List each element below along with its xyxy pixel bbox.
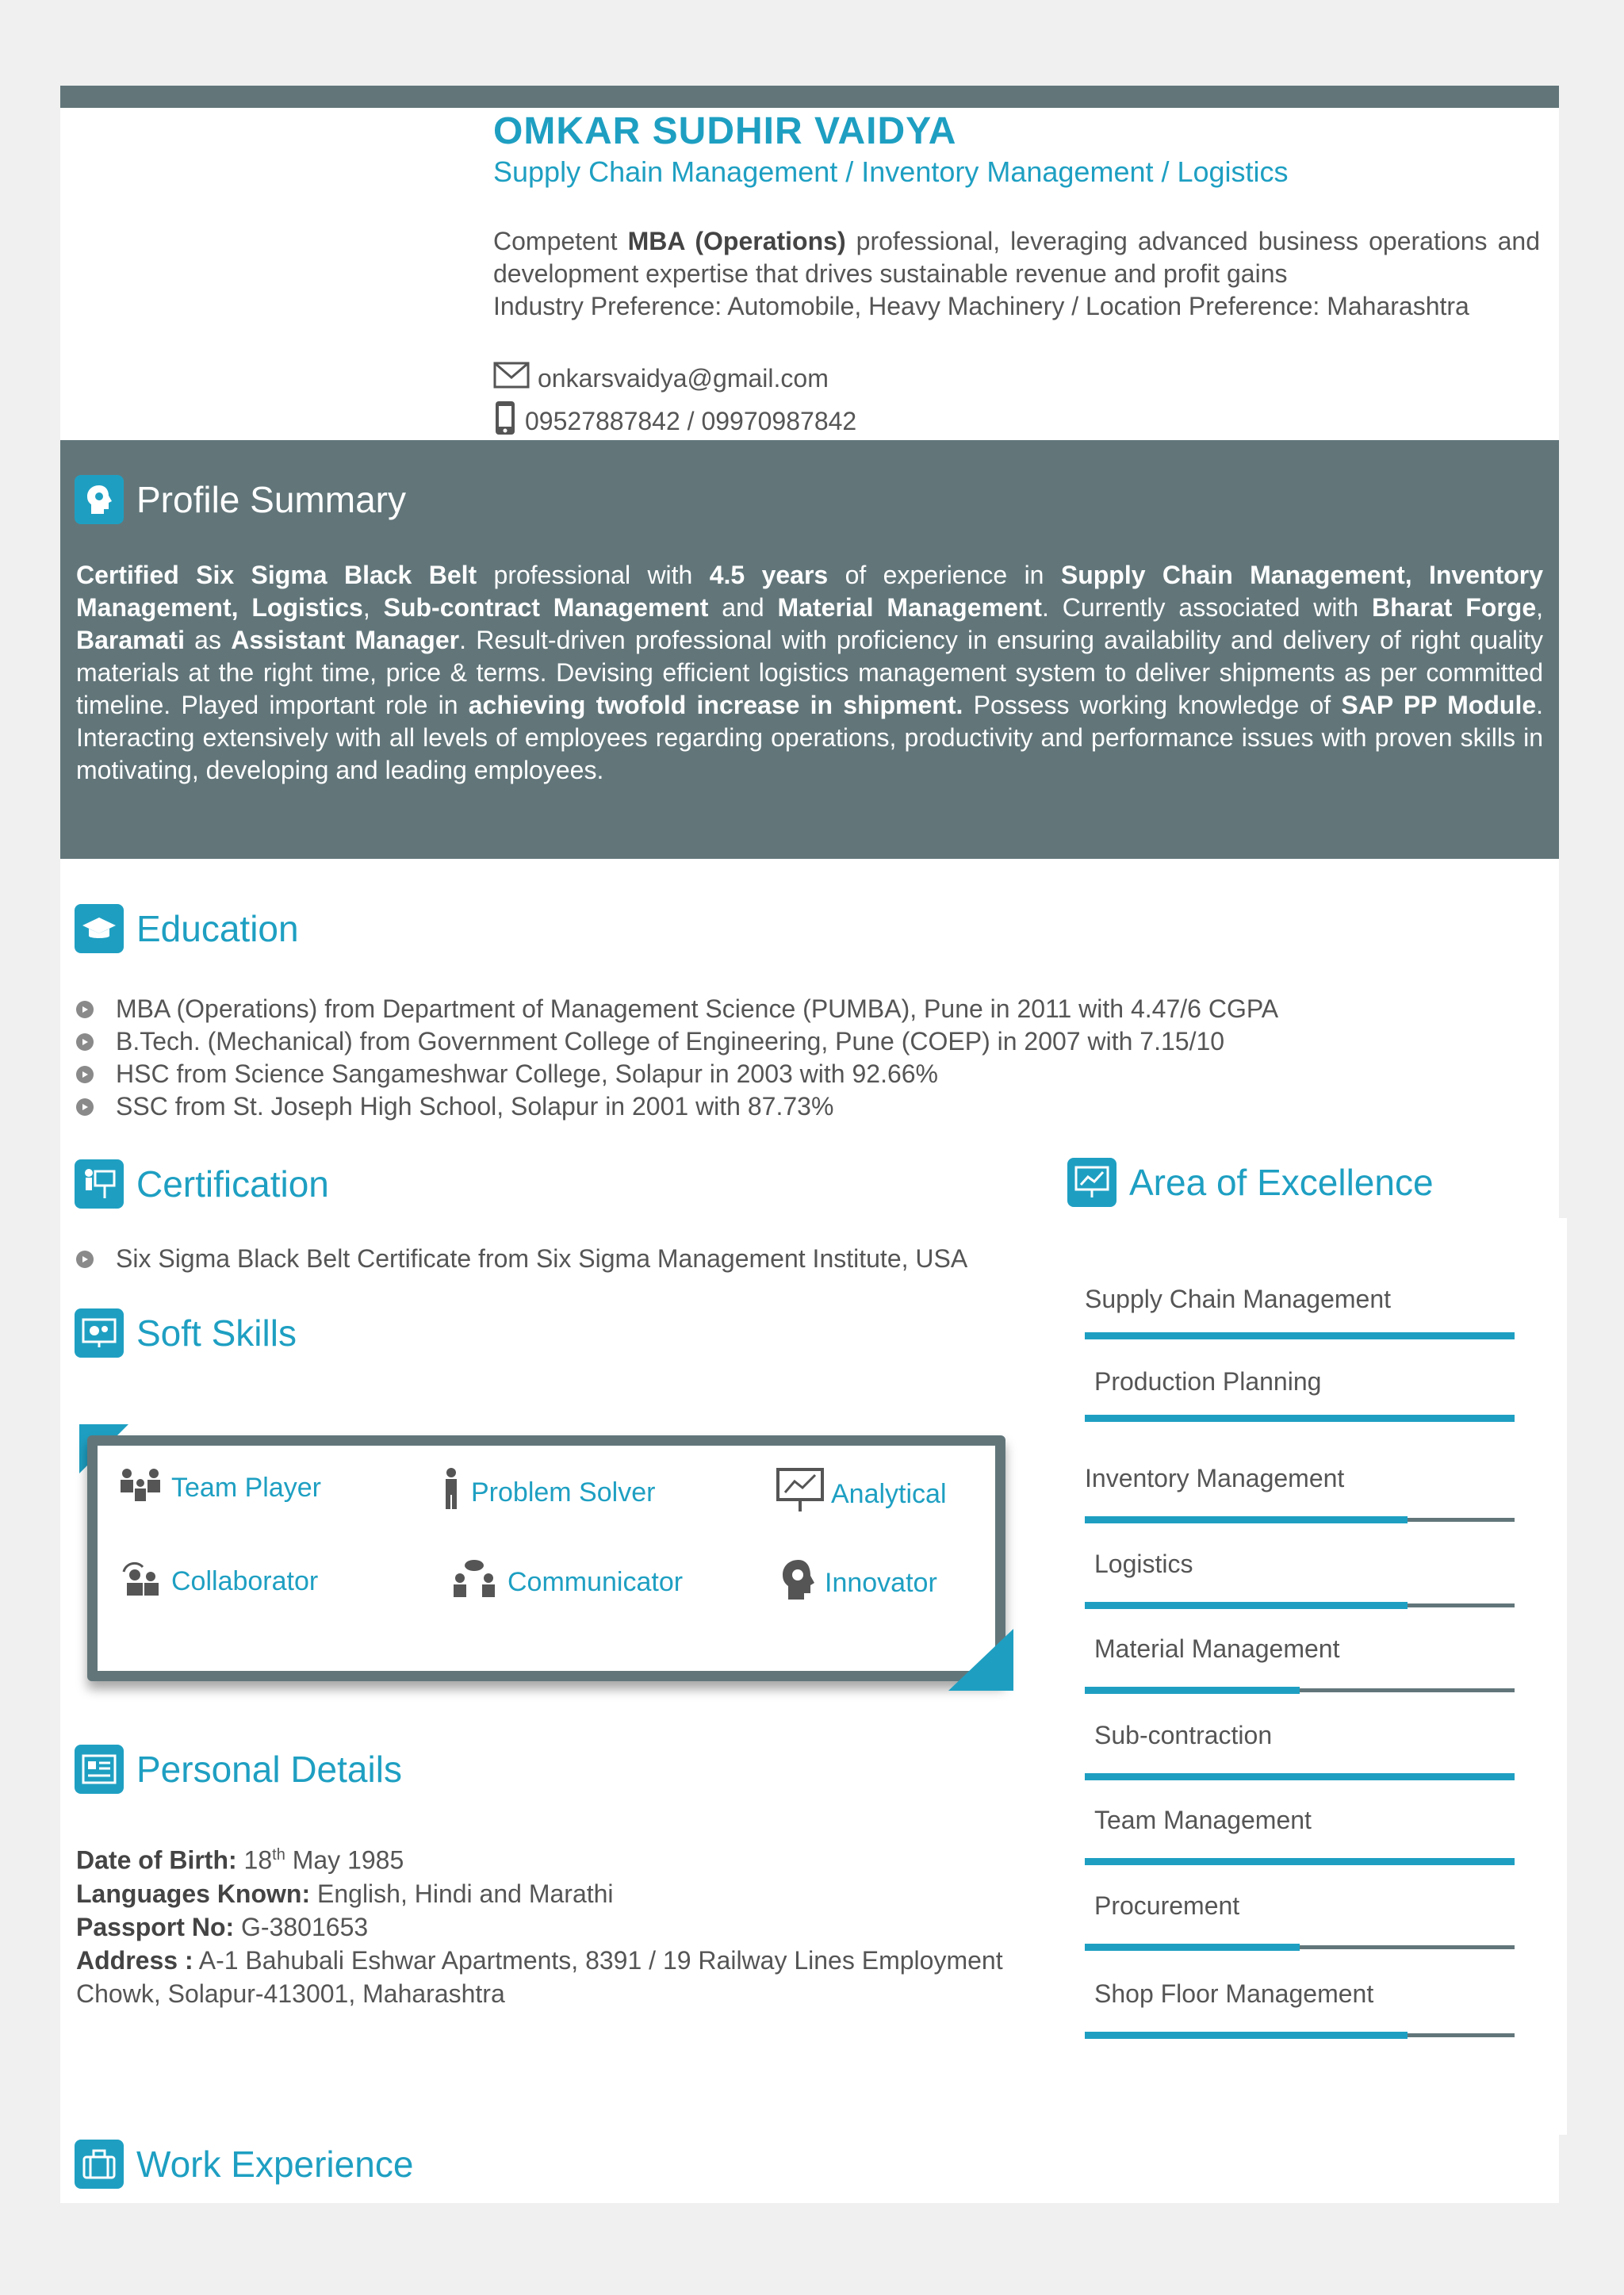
excellence-item [1085, 1721, 1515, 1750]
excellence-label: Production Planning [1094, 1367, 1322, 1396]
excellence-bar [1085, 1416, 1515, 1420]
excellence-item [1085, 1806, 1515, 1835]
graduation-cap-icon [75, 904, 124, 953]
skill-collaborator: Collaborator [117, 1559, 318, 1604]
head-gear-icon [75, 475, 124, 524]
languages-known: Languages Known: English, Hindi and Marathi [76, 1879, 614, 1908]
envelope-icon [493, 362, 530, 395]
personal-details [76, 1838, 1059, 2010]
excellence-bar-fill [1085, 1944, 1300, 1951]
thinking-person-icon [438, 1467, 465, 1519]
bullet-icon [76, 1033, 94, 1051]
excellence-label: Procurement [1094, 1891, 1240, 1920]
date-of-birth: Date of Birth: 18th May 1985 [76, 1845, 404, 1875]
profile-summary-section [60, 440, 1559, 859]
certification-heading: Certification [75, 1159, 329, 1209]
excellence-item [1085, 1634, 1515, 1664]
candidate-name: OMKAR SUDHIR VAIDYA [493, 110, 957, 152]
candidate-tagline: Supply Chain Management / Inventory Management / Logistics [493, 155, 1289, 188]
address: Address : A-1 Bahubali Eshwar Apartments, 8391 / 19 Railway Lines Employment Chowk, Solapur-413001, Maharashtra [76, 1945, 1003, 2008]
email-text: onkarsvaidya@gmail.com [538, 363, 829, 393]
personal-details-heading: Personal Details [75, 1745, 402, 1794]
bullet-icon [76, 1098, 94, 1116]
excellence-bar-fill [1085, 2032, 1408, 2039]
excellence-item [1085, 1285, 1515, 1314]
excellence-bar [1085, 1945, 1515, 1949]
excellence-bar [1085, 1775, 1515, 1779]
excellence-item [1085, 1550, 1515, 1579]
education-heading: Education [75, 904, 299, 953]
excellence-bar-fill [1085, 1687, 1300, 1694]
excellence-label: Supply Chain Management [1085, 1285, 1392, 1313]
excellence-item [1085, 1891, 1515, 1921]
excellence-label: Shop Floor Management [1094, 1979, 1374, 2008]
excellence-item [1085, 1979, 1515, 2009]
speech-people-icon [449, 1559, 501, 1606]
head-gear-icon [779, 1557, 818, 1609]
bullet-icon [76, 1066, 94, 1083]
excellence-bar-fill [1085, 1332, 1515, 1339]
profile-summary-text: Certified Six Sigma Black Belt professional with 4.5 years of experience in Supply Chain Management, Inventory Management, Logistics, Sub-contract Management and Material Management. Currently associated with Bharat Forge, Baramati as Assistant Manager. Result-driven professional with proficiency in ensuring availability and delivery of right quality materials at the right time, price & terms. Devising efficient logistics management system to deliver shipments as per committed timeline. Played important role in achieving twofold increase in shipment. Possess working knowledge of SAP PP Module. Interacting extensively with all levels of employees regarding operations, productivity and performance issues with proven skills in motivating, developing and leading employees. [76, 561, 1544, 784]
excellence-bar-fill [1085, 1602, 1408, 1609]
briefcase-icon [75, 2140, 124, 2189]
phone-text: 09527887842 / 09970987842 [525, 406, 857, 435]
skill-innovator: Innovator [779, 1557, 937, 1609]
excellence-bar-fill [1085, 1773, 1515, 1780]
excellence-item [1085, 1464, 1515, 1493]
industry-preference: Industry Preference: Automobile, Heavy Machinery / Location Preference: Maharashtra [493, 292, 1469, 320]
excellence-bar [1085, 1603, 1515, 1607]
excellence-bar [1085, 1334, 1515, 1338]
chart-board-icon [776, 1467, 825, 1522]
excellence-bar [1085, 1688, 1515, 1692]
list-item: Six Sigma Black Belt Certificate from Six Sigma Management Institute, USA [76, 1243, 967, 1275]
excellence-label: Team Management [1094, 1806, 1312, 1834]
bullet-icon [76, 1001, 94, 1018]
intro-text: Competent MBA (Operations) professional, leveraging advanced business operations and development expertise that drives sustainable revenue and profit gains [493, 227, 1541, 288]
excellence-bar [1085, 1518, 1515, 1522]
growth-chart-icon [1067, 1158, 1116, 1207]
gears-screen-icon [75, 1308, 124, 1358]
excellence-label: Material Management [1094, 1634, 1340, 1663]
list-item: SSC from St. Joseph High School, Solapur in 2001 with 87.73% [76, 1090, 1278, 1123]
top-bar [60, 86, 1559, 108]
email-contact[interactable] [493, 362, 829, 395]
excellence-item [1085, 1367, 1515, 1397]
skill-communicator: Communicator [449, 1559, 683, 1606]
list-item: HSC from Science Sangameshwar College, Solapur in 2003 with 92.66% [76, 1058, 1278, 1090]
work-experience-heading: Work Experience [75, 2140, 413, 2189]
team-people-icon [117, 1467, 165, 1509]
skill-problem-solver: Problem Solver [438, 1467, 655, 1519]
presentation-board-icon [75, 1159, 124, 1209]
excellence-bar [1085, 2033, 1515, 2037]
passport-number: Passport No: G-3801653 [76, 1912, 369, 1941]
list-item: MBA (Operations) from Department of Management Science (PUMBA), Pune in 2011 with 4.47/6 CGPA [76, 993, 1278, 1025]
excellence-label: Inventory Management [1085, 1464, 1345, 1492]
excellence-bar-fill [1085, 1858, 1515, 1865]
area-of-excellence-heading: Area of Excellence [1067, 1158, 1434, 1207]
certification-list [76, 1243, 967, 1275]
skill-team-player: Team Player [117, 1467, 321, 1509]
excellence-bar [1085, 1860, 1515, 1864]
list-item: B.Tech. (Mechanical) from Government College of Engineering, Pune (COEP) in 2007 with 7.15/10 [76, 1025, 1278, 1058]
bullet-icon [76, 1251, 94, 1268]
profile-summary-heading: Profile Summary [75, 475, 406, 524]
excellence-bar-fill [1085, 1415, 1515, 1422]
collaboration-icon [117, 1559, 165, 1604]
skills-corner-bottom-right [948, 1629, 1013, 1691]
id-card-icon [75, 1745, 124, 1794]
skill-analytical: Analytical [776, 1467, 947, 1522]
excellence-label: Logistics [1094, 1550, 1193, 1578]
excellence-bar-fill [1085, 1516, 1408, 1523]
education-list [76, 993, 1278, 1123]
phone-contact[interactable] [493, 400, 856, 443]
excellence-label: Sub-contraction [1094, 1721, 1273, 1749]
soft-skills-heading: Soft Skills [75, 1308, 297, 1358]
mobile-phone-icon [493, 400, 517, 443]
